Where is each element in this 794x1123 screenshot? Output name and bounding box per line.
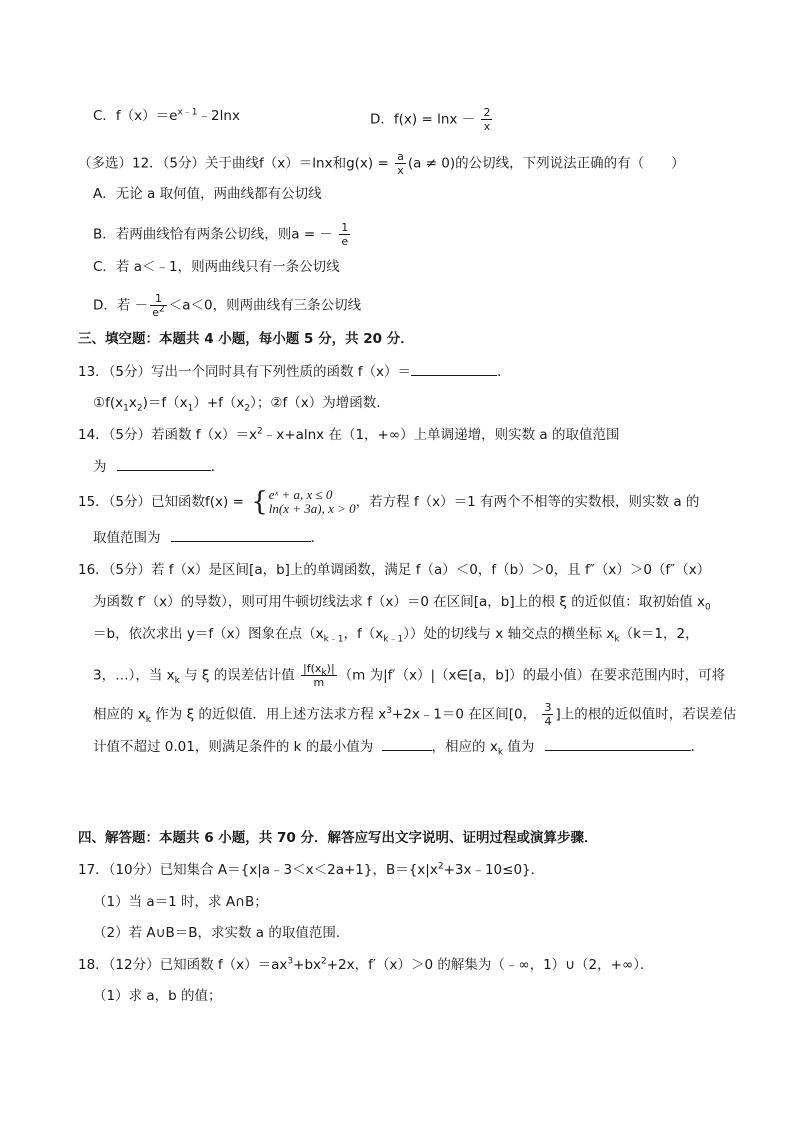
q11-option-c-exponent: x﹣1 [177,107,198,118]
q11-option-d-fraction: $\frac{2}{x}$ [483,106,491,133]
q16-line-6: 计值不超过 0.01，则满足条件的 k 的最小值为 ，相应的 $x_k$ 值为 ． [93,736,704,757]
q11-option-d [370,106,494,133]
q15-answer-blank [171,527,311,542]
q11-option-c-text: C．f（x）＝e [93,108,178,124]
section-4-heading: 四、解答题：本题共 6 小题，共 70 分．解答应写出文字说明、证明过程或演算步骤． [78,830,598,846]
q16-line-3: ＝b，依次求出 y＝f（x）图象在点（$x_{k﹣1}$，$f(x_{k﹣1})$）处的切线与 x 轴交点的横坐标 $x_k(k=1$，2， [93,626,699,645]
q12-stem: （多选）12．（5分）关于曲线f（x）＝lnx和g(x) = $\frac{a}{x}$ (a ≠ 0)的公切线，下列说法正确的有（ ） [78,150,685,177]
q17-part-1: （1）当 a＝1 时，求 A∩B； [93,894,268,910]
q18-part-1: （1）求 a，b 的值； [93,988,222,1004]
q13-stem: 13．（5分）写出一个同时具有下列性质的函数 f（x）＝ ． [78,361,511,382]
q18-stem: 18．（12分）已知函数 $f(x)=ax^3+bx^2+2x$，f′（x）＞0 的解集为（﹣∞，1）∪（2，+∞）． [78,956,654,973]
q13-answer-blank [411,361,497,376]
q12-option-c: C．若 a＜﹣1，则两曲线只有一条公切线 [93,259,340,275]
q14-answer-line: 为 ． [93,456,224,477]
q16-xk-answer-blank [545,736,691,751]
q12-option-d-fraction: $\frac{1}{e^2}$ [152,292,165,319]
q12-option-b: B．若两曲线恰有两条公切线，则a = － $\frac{1}{e}$ [93,221,349,248]
q12-option-b-fraction: $\frac{1}{e}$ [341,221,349,248]
q12-stem-f: f（x）＝lnx [259,155,333,172]
q16-line-1: 16．（5分）若 f（x）是区间[a，b]上的单调函数，满足 f（a）＜0，f（b）＞0，且 f″（x）＞0（f″（x） [78,562,711,578]
q11-option-c [93,106,240,126]
q13-properties: $①f(x_1x_2)=f(x_1)+f(x_2)$；②f（x）为增函数． [93,395,390,414]
q15-answer-line: 取值范围为 ． [93,527,324,548]
q16-line-4: 3，…），当 $x_k$ 与 ξ 的误差估计值 $\frac{|f(x_k)|}{m}$ （m 为|f′（x）|（x∈[a，b]）的最小值）在要求范围内时，可将 [93,662,726,689]
q17-part-2: （2）若 A∪B＝B，求实数 a 的取值范围． [93,925,350,941]
q16-interval-fraction: $\frac{3}{4}$ [544,701,552,728]
q11-option-d-text: D．f(x) = lnx － [370,111,476,128]
q16-error-estimate-fraction: $\frac{|f(x_k)|}{m}$ [303,662,335,689]
q16-line-2: 为函数 f′（x）的导数），则可用牛顿切线法求 f（x）＝0 在区间[a，b]上的根 ξ 的近似值：取初始值 $x_0$ [93,594,711,613]
q11-option-c-tail: ﹣2lnx [197,108,240,124]
q15-stem: 15．（5分）已知函数f(x) = { eˣ + a, x ≤ 0 ln(x + 3a), x > 0 ，若方程 f（x）＝1 有两个不相等的实数根，则实数 a 的 [78,486,700,517]
q17-stem: 17．（10分）已知集合 A＝{x|a﹣3＜x＜2a+1}，$B=\{x|x^2+3x﹣10\le 0\}$． [78,861,545,878]
q16-k-answer-blank [382,736,432,751]
q12-stem-fraction: $\frac{a}{x}$ [397,150,404,177]
q12-option-d: D．若 － $\frac{1}{e^2}$ ＜a＜0，则两曲线有三条公切线 [93,292,362,319]
q14-stem: 14．（5分）若函数 $f(x)=x^2﹣x+alnx$ 在（1，+∞）上单调递增，则实数 a 的取值范围 [78,426,620,443]
section-3-heading: 三、填空题：本题共 4 小题，每小题 5 分，共 20 分． [78,331,414,347]
q14-answer-blank [117,456,211,471]
q12-option-a: A．无论 a 取何值，两曲线都有公切线 [93,186,322,202]
q15-piecewise-function: { eˣ + a, x ≤ 0 ln(x + 3a), x > 0 [251,486,356,517]
q16-line-5: 相应的 $x_k$ 作为 ξ 的近似值．用上述方法求方程 $x^3+2x﹣1=0$ 在区间[0， $\frac{3}{4}$ ]上的根的近似值时，若误差估 [93,701,737,728]
